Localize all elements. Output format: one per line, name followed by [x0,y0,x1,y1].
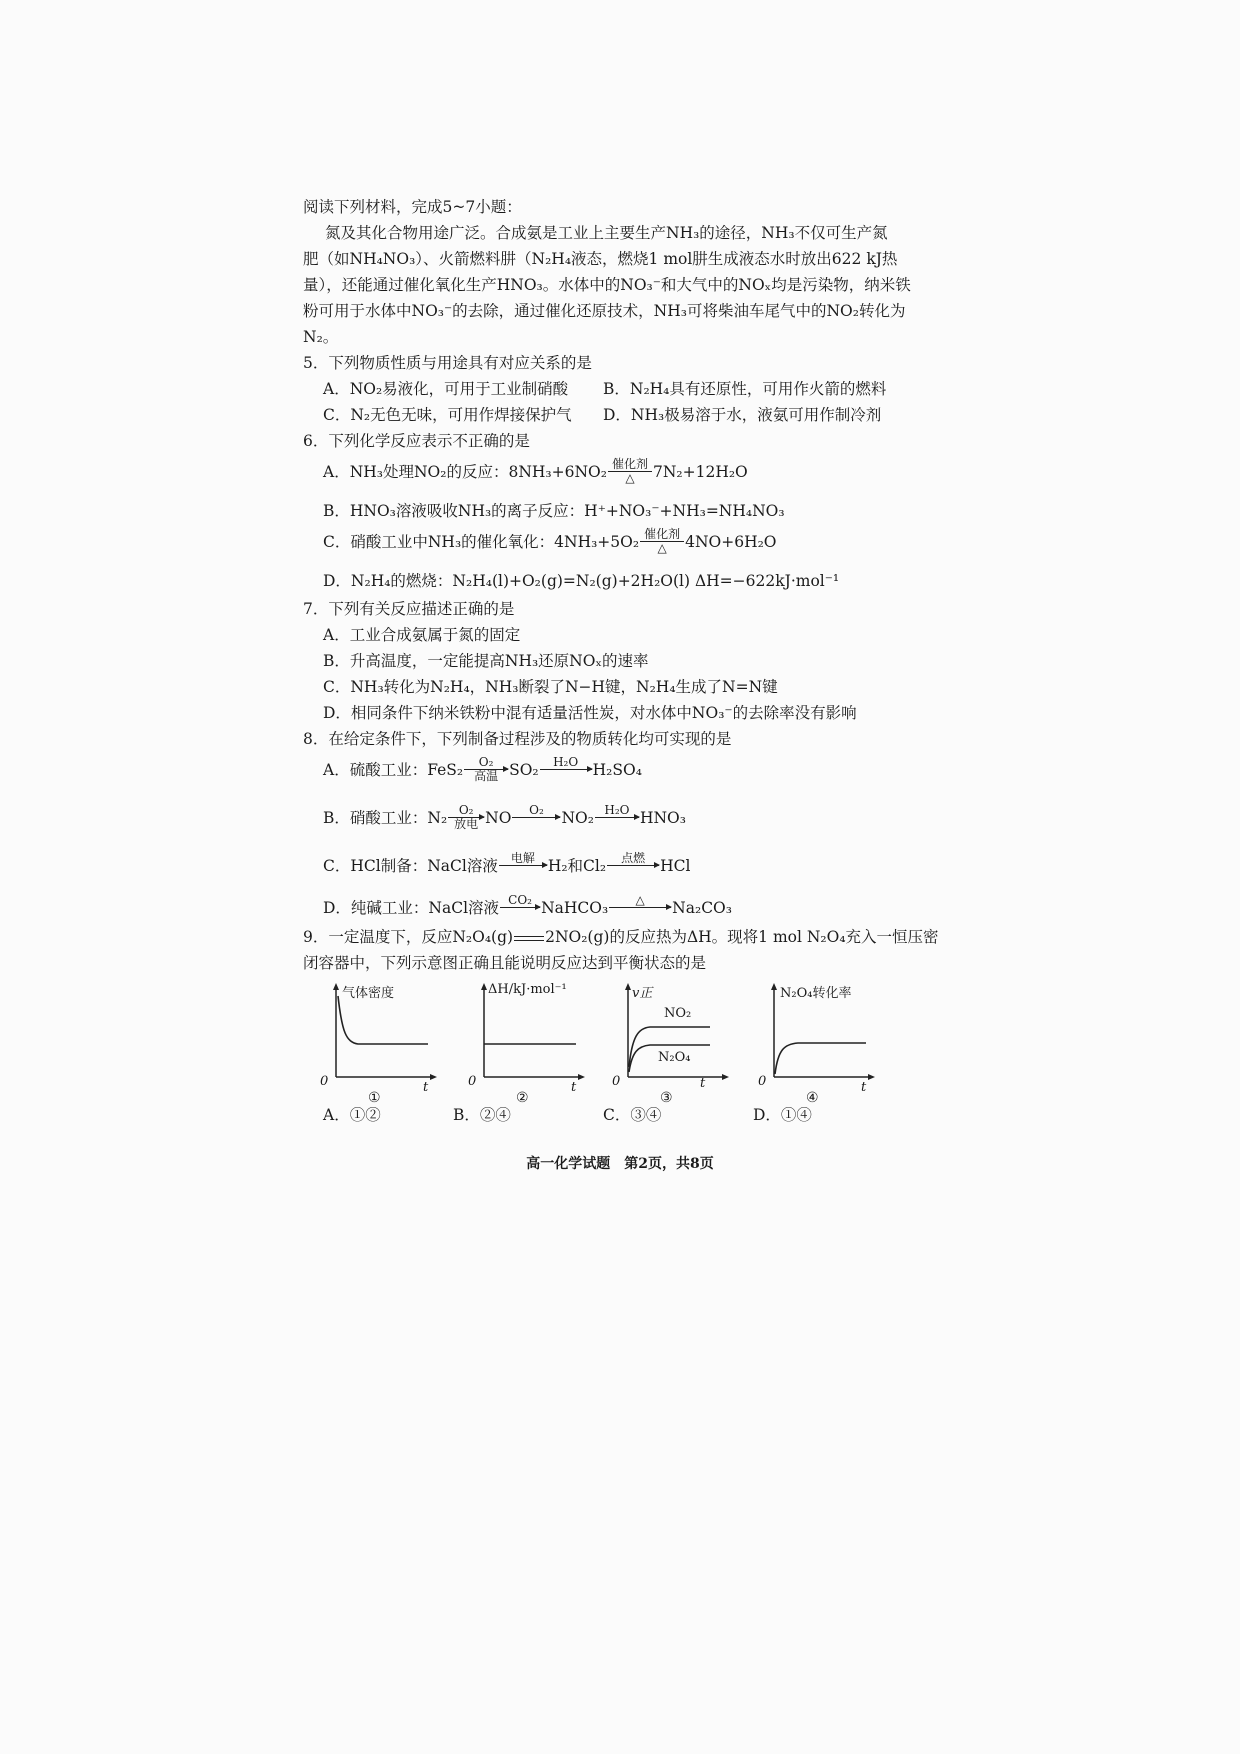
q8d-arrow-2 [609,894,671,921]
q9-stem-start: 9．一定温度下，反应N₂O₄(g) [303,928,514,946]
question-6-option-c [323,528,777,555]
q8c-end: HCl [660,856,691,875]
q9-stem-end: 2NO₂(g)的反应热为ΔH。现将1 mol N₂O₄充入一恒压密 [545,928,939,946]
question-9-stem-line-2: 闭容器中，下列示意图正确且能说明反应达到平衡状态的是 [303,954,707,972]
graph-3-rates [610,982,730,1106]
q8b-mid2: NO₂ [561,808,594,827]
q8a-mid: SO₂ [509,760,539,779]
q8b-mid: NO [485,808,512,827]
question-9-option-c: C．③④ [603,1106,662,1124]
question-8-option-d [323,894,732,921]
q8d-arrow-1 [500,894,540,921]
graph-1-xlabel: t [423,1080,429,1095]
graph-3-number: ③ [660,1090,673,1106]
q8a-arrow-2-top: H₂O [553,755,579,769]
q8b-arrow-2-top: O₂ [529,803,544,817]
question-5-stem: 5．下列物质性质与用途具有对应关系的是 [303,354,592,372]
q8c-arrow-2 [607,852,659,879]
question-7-stem: 7．下列有关反应描述正确的是 [303,600,515,618]
question-8-option-b [323,804,686,831]
q8b-arrow-3-top: H₂O [604,803,630,817]
q8a-arrow-1-bottom: 高温 [474,769,499,783]
equilibrium-arrow [514,936,544,941]
question-5-option-d: D．NH₃极易溶于水，液氨可用作制冷剂 [603,406,882,424]
q8a-arrow-1-top: O₂ [478,755,494,769]
graph-2-xlabel: t [571,1080,577,1095]
q6c-reactants: C．硝酸工业中NH₃的催化氧化：4NH₃+5O₂ [323,532,640,551]
question-8-option-c [323,852,690,879]
question-5-option-c: C．N₂无色无味，可用作焊接保护气 [323,406,572,424]
question-6-option-b: B．HNO₃溶液吸收NH₃的离子反应：H⁺+NO₃⁻+NH₃=NH₄NO₃ [323,502,785,520]
question-7-option-c: C．NH₃转化为N₂H₄，NH₃断裂了N−H键，N₂H₄生成了N=N键 [323,678,778,696]
question-5-option-b: B．N₂H₄具有还原性，可用作火箭的燃料 [603,380,887,398]
material-line-2: 肥（如NH₄NO₃）、火箭燃料肼（N₂H₄液态，燃烧1 mol肼生成液态水时放出622 kJ热 [303,250,898,268]
q8b-start: B．硝酸工业：N₂ [323,808,448,827]
page-footer: 高一化学试题 第2页，共8页 [526,1156,714,1172]
question-9-option-d: D．①④ [753,1106,812,1124]
q8d-start: D．纯碱工业：NaCl溶液 [323,898,500,917]
question-8-stem: 8．在给定条件下，下列制备过程涉及的物质转化均可实现的是 [303,730,732,748]
q8b-arrow-2 [512,804,560,831]
question-6-option-d: D．N₂H₄的燃烧：N₂H₄(l)+O₂(g)=N₂(g)+2H₂O(l) ΔH=−622kJ·mol⁻¹ [323,572,840,590]
question-9-option-b: B．②④ [453,1106,511,1124]
q8b-arrow-1-bottom: 放电 [454,817,479,831]
q8a-start: A．硫酸工业：FeS₂ [323,760,464,779]
graph-4-number: ④ [806,1090,819,1106]
graph-3-curve-no2-label: NO₂ [664,1006,692,1021]
graph-2-origin: 0 [468,1074,477,1089]
graph-4-conversion [756,982,876,1106]
graph-2-enthalpy [466,982,586,1106]
question-9-stem-line-1 [303,926,939,948]
graph-3-curve-n2o4-label: N₂O₄ [658,1050,691,1065]
material-line-5: N₂。 [303,328,339,346]
question-7-option-a: A．工业合成氨属于氮的固定 [323,626,521,644]
question-7-option-d: D．相同条件下纳米铁粉中混有适量活性炭，对水体中NO₃⁻的去除率没有影响 [323,704,857,722]
q8b-end: HNO₃ [639,808,686,827]
graph-4-xlabel: t [861,1080,867,1095]
graph-2-ylabel: ΔH/kJ·mol⁻¹ [488,982,567,997]
question-6-option-a [323,458,748,485]
material-line-4: 粉可用于水体中NO₃⁻的去除，通过催化还原技术，NH₃可将柴油车尾气中的NO₂转化为 [303,302,906,320]
q8a-arrow-1 [464,756,508,783]
graph-3-ylabel: v正 [632,986,653,1001]
q6c-products: 4NO+6H₂O [685,532,777,551]
question-8-option-a [323,756,642,783]
q8c-arrow-1-top: 电解 [510,851,535,865]
question-7-option-b: B．升高温度，一定能提高NH₃还原NOₓ的速率 [323,652,649,670]
q8c-arrow-2-top: 点燃 [621,851,646,865]
graph-4-ylabel: N₂O₄转化率 [780,986,852,1001]
graph-1-number: ① [368,1090,381,1106]
material-line-3: 量），还能通过催化氧化生产HNO₃。水体中的NO₃⁻和大气中的NOₓ均是污染物，纳米铁 [303,276,911,294]
q8d-arrow-1-top: CO₂ [508,893,532,907]
graph-2-number: ② [516,1090,529,1106]
graph-3-origin: 0 [612,1074,621,1089]
q8b-arrow-1-top: O₂ [458,803,474,817]
q8c-arrow-1 [499,852,547,879]
q8a-arrow-2 [540,756,592,783]
reading-instruction: 阅读下列材料，完成5~7小题： [303,198,522,216]
q8d-arrow-2-top: △ [635,893,645,907]
question-6-stem: 6．下列化学反应表示不正确的是 [303,432,530,450]
q8a-end: H₂SO₄ [592,760,642,779]
q6a-catalyst-label: 催化剂 [611,457,648,471]
q6a-condition-arrow [608,458,652,485]
q6c-heat-label: △ [657,541,667,555]
q6c-catalyst-label: 催化剂 [644,527,681,541]
q8b-arrow-3 [595,804,639,831]
graph-3-xlabel: t [700,1076,706,1091]
material-line-1: 氮及其化合物用途广泛。合成氨是工业上主要生产NH₃的途径，NH₃不仅可生产氮 [325,224,888,242]
q6c-condition-arrow [640,528,684,555]
q8c-mid: H₂和Cl₂ [547,856,607,875]
question-5-option-a: A．NO₂易液化，可用于工业制硝酸 [323,380,569,398]
q6a-heat-label: △ [625,471,635,485]
q8d-end: Na₂CO₃ [672,898,732,917]
graph-1-density [318,982,438,1106]
graph-4-origin: 0 [758,1074,767,1089]
q6a-products: 7N₂+12H₂O [652,462,748,481]
graph-1-origin: 0 [320,1074,329,1089]
question-9-option-a: A．①② [323,1106,381,1124]
q8d-mid: NaHCO₃ [541,898,609,917]
q8b-arrow-1 [448,804,484,831]
graph-1-ylabel: 气体密度 [342,986,395,1001]
q8c-start: C．HCl制备：NaCl溶液 [323,856,498,875]
q6a-reactants: A．NH₃处理NO₂的反应：8NH₃+6NO₂ [323,462,607,481]
